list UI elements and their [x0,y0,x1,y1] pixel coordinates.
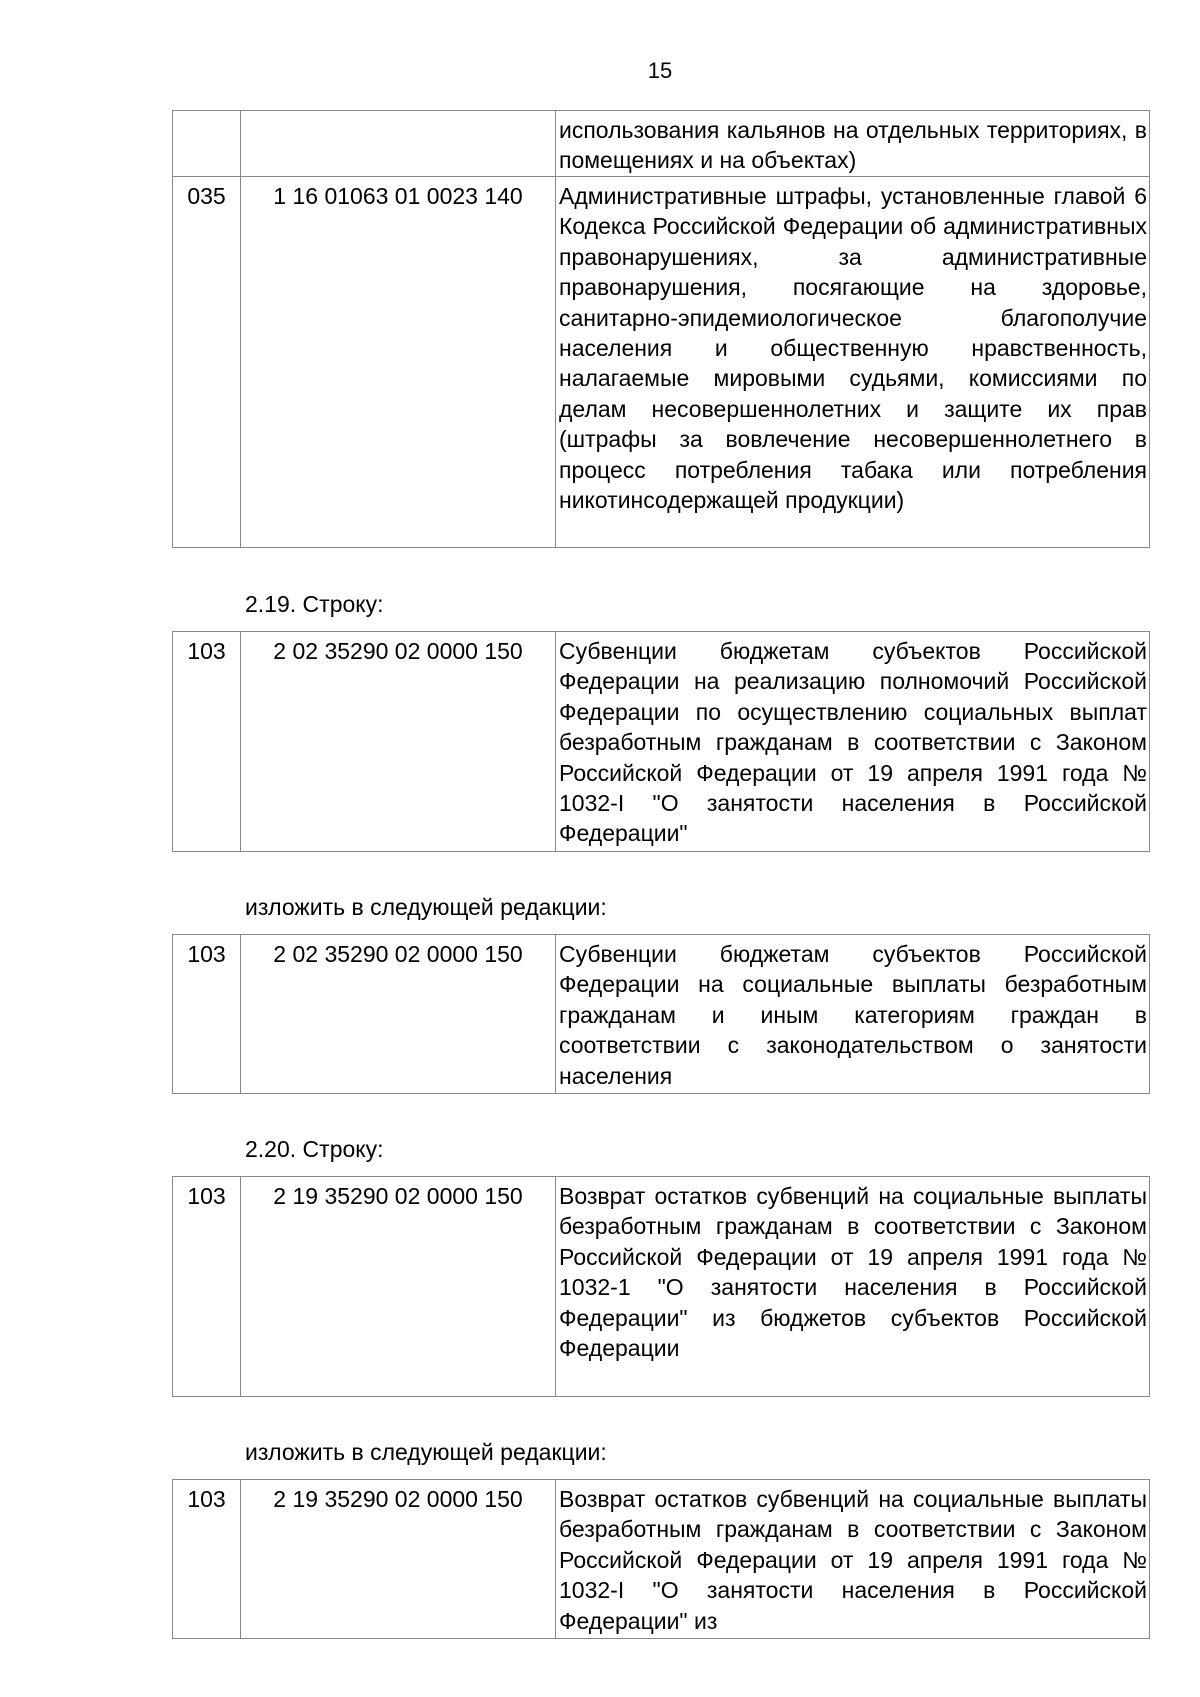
description-cell: Субвенции бюджетам субъектов Российской Федерации на социальные выплаты безработным гражданам и иным категориям граждан в соответствии с законодательством о занятости населения [556,935,1150,1094]
classification-code-cell: 2 02 35290 02 0000 150 [241,935,556,1094]
section-heading-2-20: 2.20. Строку: [245,1136,384,1162]
table-new-return [172,1479,1150,1639]
description-cell: использования кальянов на отдельных территориях, в помещениях и на объектах) [556,111,1150,177]
budget-code-cell: 103 [173,1177,241,1397]
page-number: 15 [647,58,673,83]
budget-code-cell: 103 [173,632,241,852]
budget-code-cell: 035 [173,177,241,548]
table-old-return [172,1176,1150,1397]
budget-code-cell: 103 [173,935,241,1094]
budget-code-cell [173,111,241,177]
section-heading-2-19: 2.19. Строку: [245,591,384,617]
table-row [173,1177,1150,1397]
instruction-text: изложить в следующей редакции: [245,1439,607,1465]
table-row [173,111,1150,177]
description-cell: Субвенции бюджетам субъектов Российской Федерации на реализацию полномочий Российской Федерации по осуществлению социальных выплат безработным гражданам в соответствии с Законом Российской Федерации от 19 апреля 1991 года № 1032-I "О занятости населения в Российской Федерации" [556,632,1150,852]
description-cell: Возврат остатков субвенций на социальные выплаты безработным гражданам в соответствии с Законом Российской Федерации от 19 апреля 1991 года № 1032-I "О занятости населения в Российской Федерации" из [556,1480,1150,1639]
classification-code-cell [241,111,556,177]
table-row [173,632,1150,852]
classification-code-cell: 2 19 35290 02 0000 150 [241,1177,556,1397]
classification-code-cell: 2 19 35290 02 0000 150 [241,1480,556,1639]
table-fines [172,176,1150,548]
table-old-subventions [172,631,1150,852]
table-new-subventions [172,934,1150,1094]
budget-code-cell: 103 [173,1480,241,1639]
table-row [173,177,1150,548]
instruction-text: изложить в следующей редакции: [245,894,607,920]
classification-code-cell: 2 02 35290 02 0000 150 [241,632,556,852]
description-cell: Возврат остатков субвенций на социальные выплаты безработным гражданам в соответствии с Законом Российской Федерации от 19 апреля 1991 года № 1032-1 "О занятости населения в Российской Федерации" из бюджетов субъектов Российской Федерации [556,1177,1150,1397]
table-continuation [172,110,1150,177]
table-row [173,1480,1150,1639]
classification-code-cell: 1 16 01063 01 0023 140 [241,177,556,548]
table-row [173,935,1150,1094]
description-cell: Административные штрафы, установленные главой 6 Кодекса Российской Федерации об административных правонарушениях, за административные правонарушения, посягающие на здоровье, санитарно-эпидемиологическое благополучие населения и общественную нравственность, налагаемые мировыми судьями, комиссиями по делам несовершеннолетних и защите их прав (штрафы за вовлечение несовершеннолетнего в процесс потребления табака или потребления никотинсодержащей продукции) [556,177,1150,548]
